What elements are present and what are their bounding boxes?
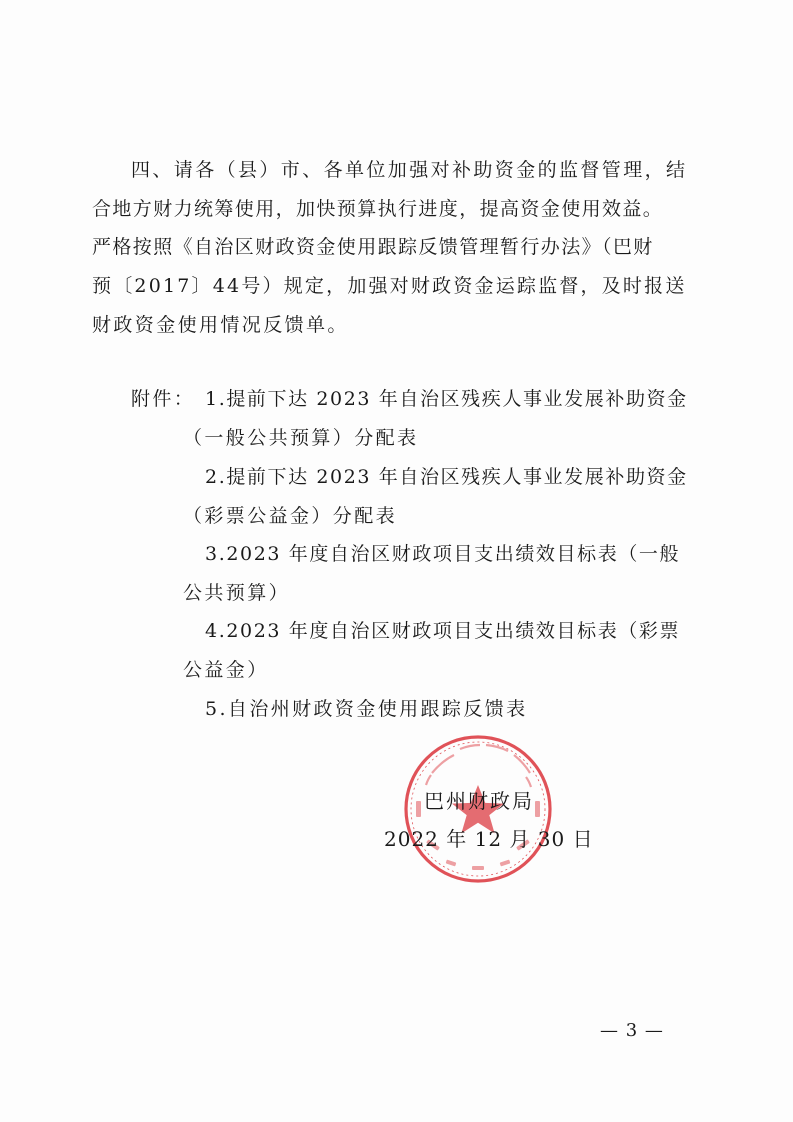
attachments-label: 附件： bbox=[131, 388, 196, 410]
paragraph-line-5: 财政资金使用情况反馈单。 bbox=[92, 314, 349, 336]
issue-date: 2022 年 12 月 30 日 bbox=[384, 827, 594, 851]
attachment-item-2: 2.提前下达 2023 年自治区残疾人事业发展补助资金 bbox=[205, 466, 688, 488]
issuer-name: 巴州财政局 bbox=[424, 789, 534, 813]
paragraph-line-1: 四、请各（县）市、各单位加强对补助资金的监督管理，结 bbox=[131, 159, 688, 181]
paragraph-line-3: 严格按照《自治区财政资金使用跟踪反馈管理暂行办法》（巴财 bbox=[92, 236, 654, 258]
paragraph-line-2: 合地方财力统筹使用，加快预算执行进度，提高资金使用效益。 bbox=[92, 198, 664, 220]
attachment-item-5: 5.自治州财政资金使用跟踪反馈表 bbox=[205, 698, 528, 720]
paragraph-line-4: 预〔2017〕44号）规定，加强对财政资金运踪监督，及时报送 bbox=[92, 275, 687, 297]
attachment-item-1-cont: （一般公共预算）分配表 bbox=[183, 427, 419, 449]
attachment-item-3: 3.2023 年度自治区财政项目支出绩效目标表（一般 bbox=[205, 543, 681, 565]
attachment-item-1: 1.提前下达 2023 年自治区残疾人事业发展补助资金 bbox=[205, 388, 688, 410]
page-number: — 3 — bbox=[600, 1020, 664, 1041]
attachment-item-3-cont: 公共预算） bbox=[183, 582, 291, 604]
attachment-item-2-cont: （彩票公益金）分配表 bbox=[183, 505, 398, 527]
attachment-item-4: 4.2023 年度自治区财政项目支出绩效目标表（彩票 bbox=[205, 620, 681, 642]
attachment-item-4-cont: 公益金） bbox=[183, 659, 269, 681]
